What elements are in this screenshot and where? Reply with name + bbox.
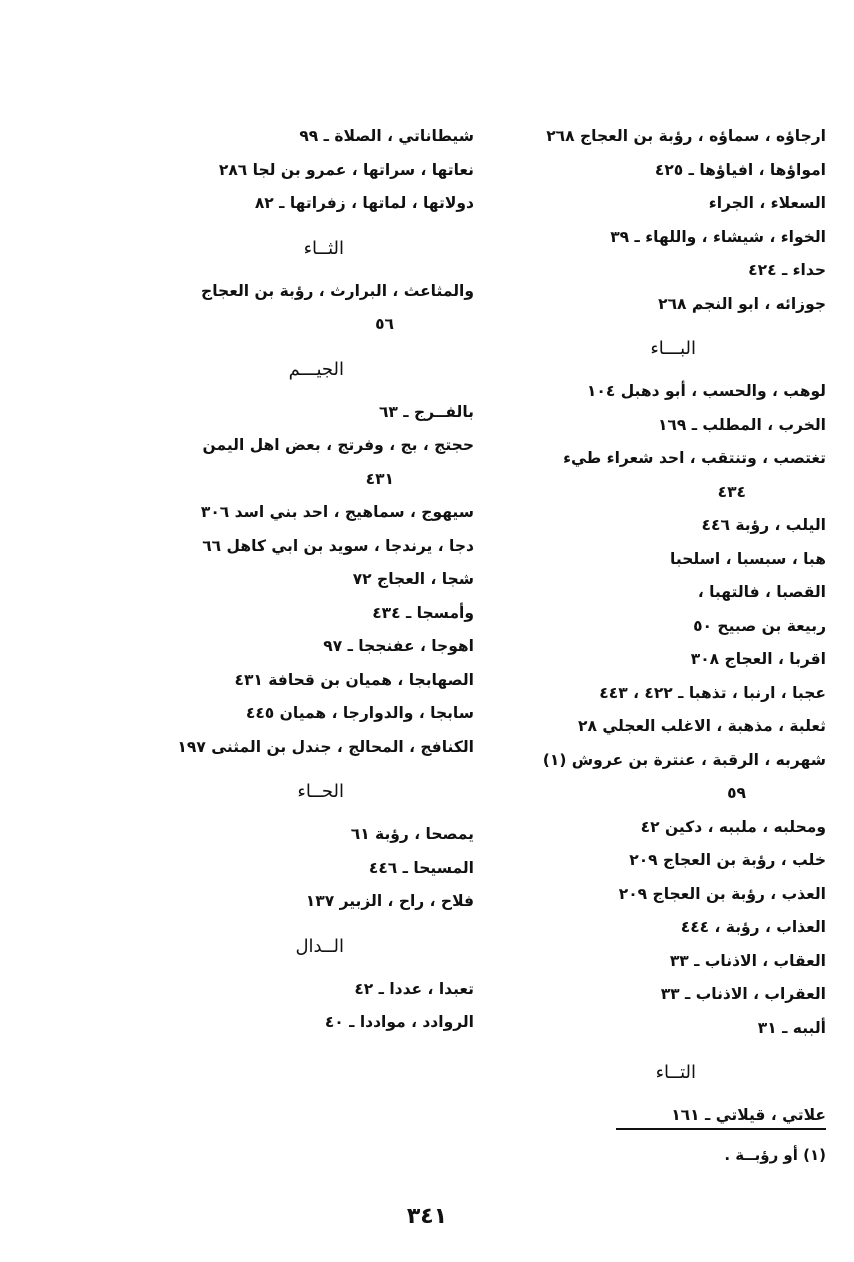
section-heading: التــاء bbox=[655, 1062, 696, 1083]
index-entry: القصبا ، فالتهبا ، bbox=[697, 583, 826, 601]
index-entry: ألببه ـ ٣١ bbox=[757, 1018, 826, 1037]
index-column-right bbox=[516, 120, 826, 1133]
index-entry: فلاح ، راح ، الزبير ١٣٧ bbox=[305, 892, 474, 910]
index-entry: السعلاء ، الجراء bbox=[708, 194, 826, 212]
index-entry: اقربا ، العجاج ٣٠٨ bbox=[690, 650, 826, 668]
index-entry: نعاتها ، سراتها ، عمرو بن لجا ٢٨٦ bbox=[218, 160, 474, 179]
index-entry: لوهب ، والحسب ، أبو دهبل ١٠٤ bbox=[586, 382, 826, 400]
footnote: (١) أو رؤبــة . bbox=[724, 1146, 826, 1164]
index-entry: تغتصب ، وتنتقب ، احد شعراء طيء bbox=[563, 449, 826, 467]
index-entry: شيطاناتي ، الصلاة ـ ٩٩ bbox=[299, 127, 474, 145]
index-entry: الخواء ، شيشاء ، واللهاء ـ ٣٩ bbox=[610, 227, 826, 246]
index-entry: يمصحا ، رؤبة ٦١ bbox=[350, 825, 474, 843]
index-entry: شهربه ، الرقبة ، عنترة بن عروش (١) bbox=[542, 750, 826, 769]
index-entry: المسيحا ـ ٤٤٦ bbox=[368, 858, 474, 877]
index-entry-continuation: ٤٣١ bbox=[365, 469, 394, 488]
index-entry: امواؤها ، افياؤها ـ ٤٢٥ bbox=[654, 160, 826, 179]
footnote-divider bbox=[616, 1128, 826, 1130]
index-entry: اهوجا ، عفنججا ـ ٩٧ bbox=[323, 637, 474, 655]
index-entry: اليلب ، رؤبة ٤٤٦ bbox=[701, 516, 826, 534]
index-column-left bbox=[149, 120, 474, 1040]
index-entry: ربيعة بن صبيح ٥٠ bbox=[693, 616, 826, 635]
section-heading: الثــاء bbox=[303, 237, 344, 259]
index-entry: جوزائه ، ابو النجم ٢٦٨ bbox=[658, 294, 826, 313]
index-entry: سيهوج ، سماهيج ، احد بني اسد ٣٠٦ bbox=[200, 503, 474, 521]
index-entry: ثعلبة ، مذهبة ، الاغلب العجلي ٢٨ bbox=[578, 717, 826, 735]
index-entry-continuation: ٥٦ bbox=[375, 315, 394, 333]
index-entry: دجا ، يرندجا ، سويد بن ابي كاهل ٦٦ bbox=[202, 536, 474, 555]
index-entry: العذاب ، رؤبة ، ٤٤٤ bbox=[680, 918, 826, 936]
index-entry: شجا ، العجاج ٧٢ bbox=[352, 570, 474, 588]
index-entry: العذب ، رؤبة بن العجاج ٢٠٩ bbox=[618, 884, 826, 903]
index-entry: وأمسجا ـ ٤٣٤ bbox=[372, 603, 474, 622]
index-entry: علاتي ، قيلاتي ـ ١٦١ bbox=[671, 1106, 826, 1124]
index-entry: العقراب ، الاذناب ـ ٣٣ bbox=[660, 985, 826, 1003]
index-entry-continuation: ٥٩ bbox=[727, 784, 746, 802]
index-entry: العقاب ، الاذناب ـ ٣٣ bbox=[669, 951, 826, 970]
index-entry: الخرب ، المطلب ـ ١٦٩ bbox=[657, 415, 826, 434]
index-entry: الصهابجا ، هميان بن قحافة ٤٣١ bbox=[234, 670, 474, 689]
index-entry: بالفــرج ـ ٦٣ bbox=[378, 402, 474, 421]
index-entry: خلب ، رؤبة بن العجاج ٢٠٩ bbox=[629, 851, 826, 869]
section-heading: الحــاء bbox=[297, 781, 344, 802]
index-entry: حداء ـ ٤٢٤ bbox=[748, 261, 826, 279]
index-entry: الكنافج ، المحالج ، جندل بن المثنى ١٩٧ bbox=[177, 737, 474, 756]
section-heading: الــدال bbox=[295, 935, 344, 957]
index-entry: سابجا ، والدوارجا ، هميان ٤٤٥ bbox=[245, 704, 474, 722]
index-entry: تعبدا ، عددا ـ ٤٢ bbox=[354, 979, 474, 998]
index-entry: الروادد ، مواددا ـ ٤٠ bbox=[324, 1013, 474, 1031]
section-heading: الجيـــم bbox=[288, 358, 344, 380]
page-number: ٣٤١ bbox=[406, 1204, 448, 1229]
index-entry: حجتج ، بج ، وفرتج ، بعض اهل اليمن bbox=[202, 436, 474, 454]
index-entry: عجبا ، ارنبا ، تذهبا ـ ٤٢٢ ، ٤٤٣ bbox=[599, 683, 826, 702]
index-entry: ارجاؤه ، سماؤه ، رؤبة بن العجاج ٢٦٨ bbox=[546, 127, 826, 145]
section-heading: البـــاء bbox=[650, 338, 696, 359]
index-entry: دولاتها ، لماتها ، زفراتها ـ ٨٢ bbox=[254, 194, 474, 212]
index-entry: والمثاعث ، البرارث ، رؤبة بن العجاج bbox=[201, 281, 474, 300]
index-entry: هبا ، سبسبا ، اسلحبا bbox=[670, 549, 826, 568]
index-entry: ومحلبه ، ملببه ، دكين ٤٢ bbox=[640, 817, 826, 836]
index-entry-continuation: ٤٣٤ bbox=[717, 482, 746, 501]
